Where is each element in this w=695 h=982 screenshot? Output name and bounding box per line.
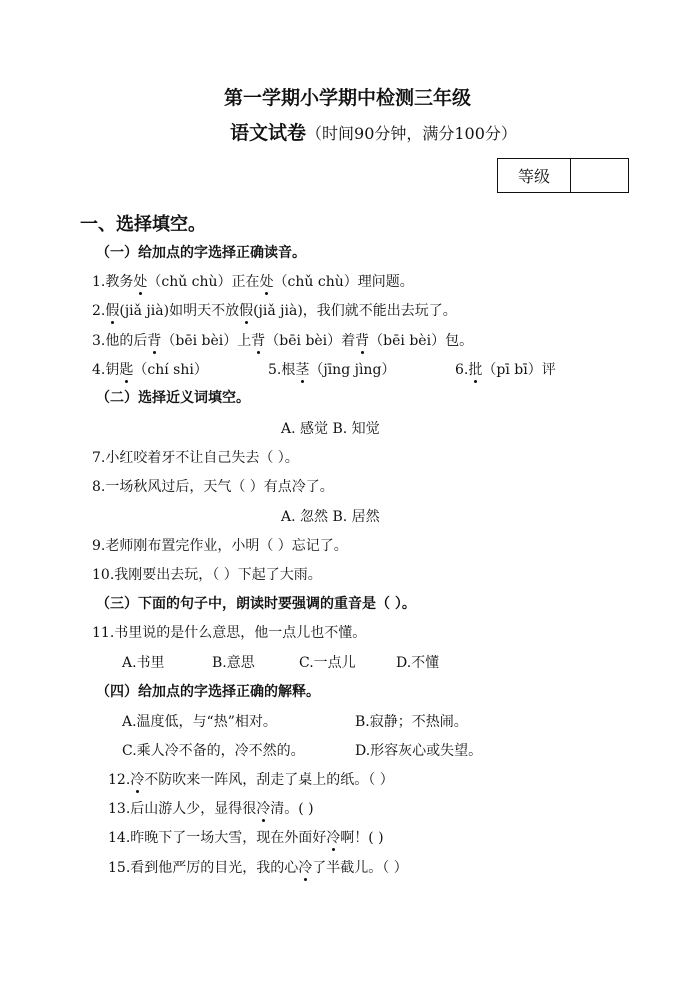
q2-text: (jiǎ jià)，我们就不能出去玩了。 bbox=[253, 303, 457, 319]
q2-dotted-char: 假 bbox=[239, 303, 254, 319]
question-1 bbox=[92, 271, 414, 291]
q2-text: (jiǎ jià)如明天不放 bbox=[119, 303, 240, 319]
q2-dotted-char: 假 bbox=[105, 303, 120, 319]
question-8: 8.一场秋风过后，天气（ ）有点冷了。 bbox=[92, 479, 334, 495]
q13-dotted-char: 冷 bbox=[256, 801, 271, 817]
q15-text: 了半截儿。（ ） bbox=[312, 860, 408, 876]
section-heading: 一、选择填空。 bbox=[80, 214, 206, 235]
q1-dotted-char: 处 bbox=[259, 274, 274, 290]
q5-text: 5.根 bbox=[268, 362, 296, 378]
q14-text: 啊！( ) bbox=[340, 830, 384, 846]
q11-option-b: B.意思 bbox=[212, 655, 255, 671]
q14-dotted-char: 冷 bbox=[326, 830, 341, 846]
q1-text: 1.教务 bbox=[92, 274, 134, 290]
q4-text: 4.钥 bbox=[92, 362, 120, 378]
q3-text: （bēi bèi）着 bbox=[265, 333, 356, 349]
q11-option-c: C.一点儿 bbox=[299, 655, 356, 671]
question-9: 9.老师刚布置完作业，小明（ ）忘记了。 bbox=[92, 538, 348, 554]
part4-option-b: B.寂静；不热闹。 bbox=[355, 714, 468, 730]
q2-text: 2. bbox=[92, 303, 106, 319]
part2-options-1: A. 感觉 B. 知觉 bbox=[281, 421, 380, 437]
q13-text: 清。( ) bbox=[270, 801, 314, 817]
q3-dotted-char: 背 bbox=[355, 333, 370, 349]
q6-text: 6. bbox=[455, 362, 469, 378]
question-2 bbox=[92, 300, 457, 320]
part4-option-d: D.形容灰心或失望。 bbox=[355, 743, 483, 759]
grade-box bbox=[497, 158, 629, 193]
part4-option-a: A.温度低，与“热”相对。 bbox=[122, 714, 277, 730]
question-10: 10.我刚要出去玩，（ ）下起了大雨。 bbox=[92, 567, 322, 583]
part2-heading: （二）选择近义词填空。 bbox=[96, 390, 250, 406]
q15-text: 15.看到他严厉的目光，我的心 bbox=[108, 860, 299, 876]
question-14 bbox=[108, 827, 384, 847]
grade-label: 等级 bbox=[498, 159, 571, 192]
part1-heading: （一）给加点的字选择正确读音。 bbox=[96, 245, 306, 261]
question-7: 7.小红咬着牙不让自己失去（ ）。 bbox=[92, 450, 299, 466]
question-12 bbox=[108, 769, 394, 789]
q3-text: 3.他的后 bbox=[92, 333, 148, 349]
q12-dotted-char: 冷 bbox=[130, 772, 145, 788]
question-13 bbox=[108, 798, 314, 818]
q6-dotted-char: 批 bbox=[468, 362, 483, 378]
q3-dotted-char: 背 bbox=[251, 333, 266, 349]
exam-subtitle bbox=[230, 118, 517, 145]
exam-title: 第一学期小学期中检测三年级 bbox=[223, 87, 471, 109]
subject-label: 语文试卷 bbox=[230, 122, 307, 144]
question-5 bbox=[268, 359, 395, 379]
time-note: （时间90分钟，满分100分） bbox=[306, 124, 517, 143]
grade-value-cell bbox=[571, 159, 628, 192]
q4-dotted-char: 匙 bbox=[119, 362, 134, 378]
q5-dotted-char: 茎 bbox=[295, 362, 310, 378]
q12-text: 12. bbox=[108, 772, 131, 788]
q11-option-d: D.不懂 bbox=[396, 655, 440, 671]
part2-options-2: A. 忽然 B. 居然 bbox=[281, 509, 380, 525]
q13-text: 13.后山游人少，显得很 bbox=[108, 801, 257, 817]
q3-text: （bēi bèi）包。 bbox=[369, 333, 474, 349]
q1-text: （chǔ chù）理问题。 bbox=[273, 274, 414, 290]
part4-option-c: C.乘人冷不备的，冷不然的。 bbox=[122, 743, 305, 759]
q3-text: （bēi bèi）上 bbox=[161, 333, 252, 349]
q15-dotted-char: 冷 bbox=[298, 860, 313, 876]
q14-text: 14.昨晚下了一场大雪，现在外面好 bbox=[108, 830, 327, 846]
question-6 bbox=[455, 359, 556, 379]
question-15 bbox=[108, 857, 408, 877]
question-11: 11.书里说的是什么意思，他一点儿也不懂。 bbox=[92, 625, 367, 641]
question-3 bbox=[92, 330, 473, 350]
q12-text: 不防吹来一阵风，刮走了桌上的纸。（ ） bbox=[144, 772, 394, 788]
q11-option-a: A.书里 bbox=[122, 655, 165, 671]
q6-text: （pī bī）评 bbox=[482, 362, 556, 378]
q3-dotted-char: 背 bbox=[147, 333, 162, 349]
part3-heading: （三）下面的句子中，朗读时要强调的重音是（ ）。 bbox=[96, 596, 416, 612]
q1-text: （chǔ chù）正在 bbox=[147, 274, 260, 290]
q1-dotted-char: 处 bbox=[133, 274, 148, 290]
question-4 bbox=[92, 359, 208, 379]
q4-text: （chí shi） bbox=[133, 362, 208, 378]
part4-heading: （四）给加点的字选择正确的解释。 bbox=[96, 684, 320, 700]
q5-text: （jīng jìng） bbox=[309, 362, 396, 378]
